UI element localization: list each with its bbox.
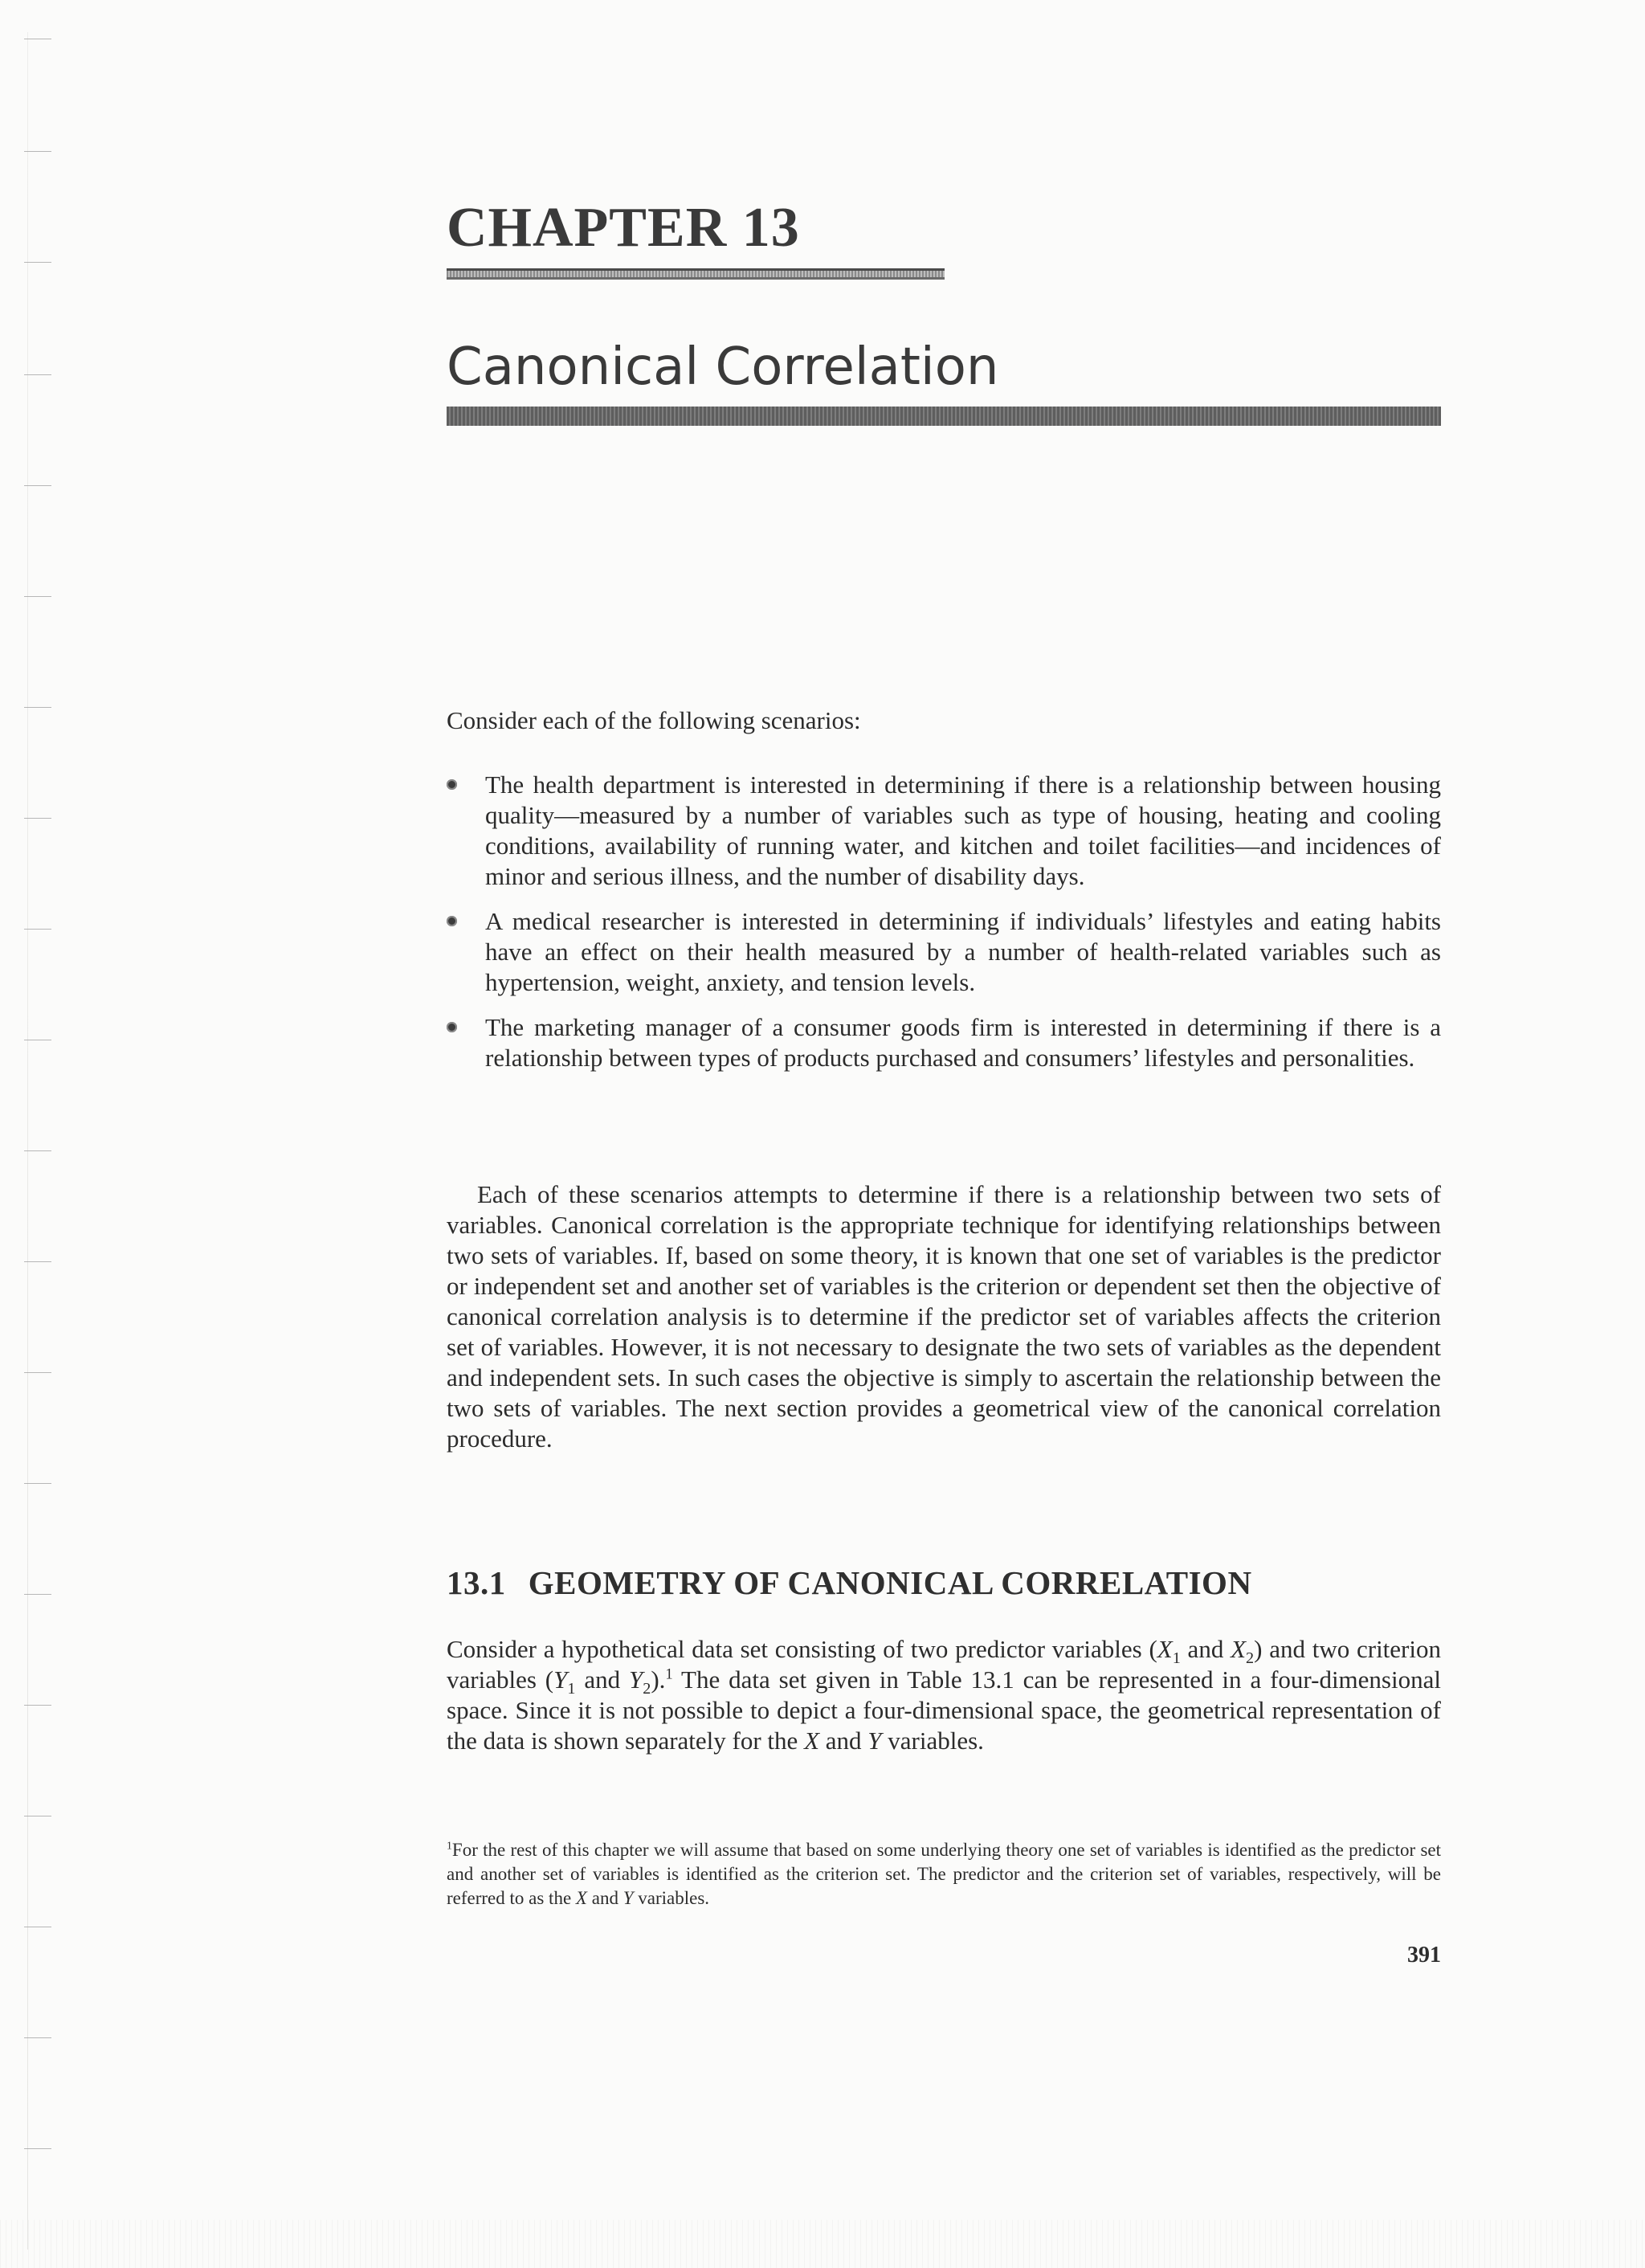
binding-mark — [24, 1150, 51, 1151]
list-item-text: The marketing manager of a consumer goods firm is interested in determining if there is a relationship between types of products purchased and consumers’ lifestyles and personalities. — [485, 1013, 1441, 1072]
binding-mark — [24, 485, 51, 486]
variable: Y — [622, 1888, 634, 1908]
binding-mark — [24, 374, 51, 375]
text-run: ) and two criterion variables ( — [447, 1635, 1441, 1694]
binding-mark — [24, 1483, 51, 1484]
chapter-label: CHAPTER 13 — [447, 197, 800, 259]
variable: X — [1231, 1635, 1247, 1663]
binding-mark — [24, 596, 51, 597]
scan-noise — [0, 2220, 1645, 2268]
footnote-marker: 1 — [447, 1839, 452, 1852]
binding-mark — [24, 2037, 51, 2038]
binding-mark — [24, 262, 51, 263]
text-run: For the rest of this chapter we will assume that based on some underlying theory one set of variables is identified as the predictor set and another set of variables is identified as the criterion set. The predictor and the criterion set of variables, respectively, will be referred to as the — [447, 1840, 1441, 1908]
chapter-title: Canonical Correlation — [447, 337, 999, 397]
variable: Y — [553, 1665, 568, 1694]
binding-mark — [24, 1261, 51, 1262]
text-run: and — [819, 1727, 868, 1755]
list-item-text: A medical researcher is interested in determining if individuals’ lifestyles and eating habits have an effect on their health measured by a number of health-related variables such as hypertension, weight, anxiety, and tension levels. — [485, 907, 1441, 996]
variable: Y — [628, 1665, 643, 1694]
bullet-icon — [447, 916, 457, 926]
binding-mark — [24, 818, 51, 819]
subscript: 2 — [643, 1680, 651, 1698]
list-item — [447, 770, 1441, 892]
text-run: ). — [651, 1665, 666, 1694]
variable: X — [804, 1727, 819, 1755]
subscript: 1 — [1172, 1649, 1181, 1668]
page-number: 391 — [1407, 1943, 1441, 1968]
subscript: 1 — [567, 1680, 576, 1698]
text-run: and — [1180, 1635, 1231, 1663]
binding-mark — [24, 1594, 51, 1595]
bullet-icon — [447, 1022, 457, 1032]
list-item — [447, 906, 1441, 998]
binding-mark — [24, 1372, 51, 1373]
text-run: variables. — [881, 1727, 984, 1755]
text-run: variables. — [633, 1888, 710, 1908]
body-paragraph-2 — [447, 1634, 1441, 1756]
binding-edge — [27, 32, 28, 2250]
variable: X — [575, 1888, 587, 1908]
text-run: Consider a hypothetical data set consisting of two predictor variables ( — [447, 1635, 1157, 1663]
list-item-text: The health department is interested in determining if there is a relationship between housing quality—measured by a number of variables such as type of housing, heating and cooling conditions, availability of running water, and kitchen and toilet facilities—and incidences of minor and serious illness, and the number of disability days. — [485, 770, 1441, 890]
bullet-icon — [447, 779, 457, 790]
section-title: GEOMETRY OF CANONICAL CORRELATION — [528, 1564, 1252, 1601]
binding-mark — [24, 151, 51, 152]
binding-mark — [24, 2148, 51, 2149]
text-run: The data set given in Table 13.1 can be represented in a four-dimensional space. Since it is not possible to depict a four-dimensional space, the geometrical representation of the data is shown separately for the — [447, 1665, 1441, 1755]
chapter-rule — [447, 268, 945, 280]
scenario-list — [447, 770, 1441, 1088]
text-run: and — [575, 1665, 629, 1694]
variable: X — [1157, 1635, 1173, 1663]
text-run: and — [586, 1888, 623, 1908]
footnote — [447, 1838, 1441, 1910]
binding-mark — [24, 929, 51, 930]
title-bar — [447, 407, 1441, 426]
section-number: 13.1 — [447, 1564, 506, 1601]
binding-mark — [24, 1705, 51, 1706]
subscript: 2 — [1246, 1649, 1255, 1668]
intro-text: Consider each of the following scenarios: — [447, 706, 861, 734]
section-heading — [447, 1563, 1252, 1602]
list-item — [447, 1012, 1441, 1073]
footnote-reference[interactable]: 1 — [665, 1665, 673, 1683]
binding-mark — [24, 707, 51, 708]
body-paragraph: Each of these scenarios attempts to determine if there is a relationship between two sets of variables. Canonical correlation is the appropriate technique for identifying relationships between two sets of variables. If, based on some theory, it is known that one set of variables is the predictor or independent set and another set of variables is the criterion or dependent set then the objective of canonical correlation analysis is to determine if the predictor set of variables affects the criterion set of variables. However, it is not necessary to designate the two sets of variables as the dependent and independent sets. In such cases the objective is simply to ascertain the relationship between the two sets of variables. The next section provides a geometrical view of the canonical correlation procedure. — [447, 1180, 1441, 1453]
variable: Y — [867, 1727, 882, 1755]
